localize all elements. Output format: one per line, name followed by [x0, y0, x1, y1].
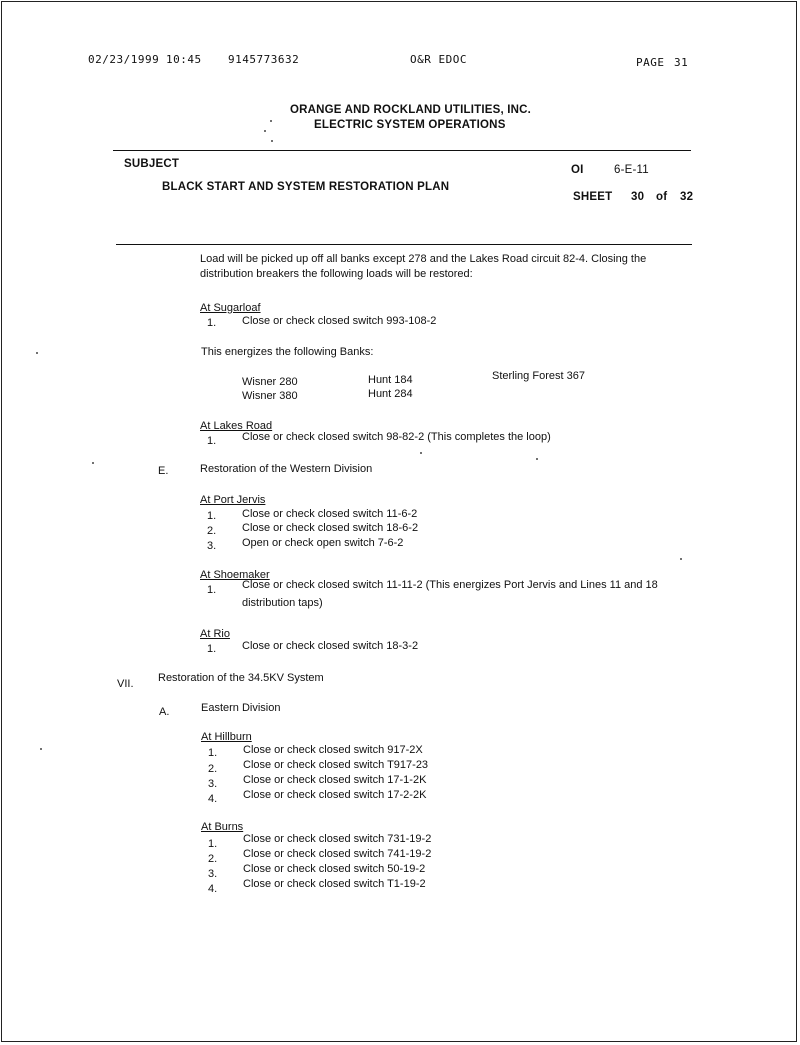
step-number: 2. [208, 763, 218, 775]
step-number: 3. [208, 778, 218, 790]
step-number: 1. [208, 838, 218, 850]
section-title: Restoration of the 34.5KV System [158, 672, 324, 684]
step-number: 1. [207, 584, 217, 596]
section-title: Restoration of the Western Division [200, 463, 373, 475]
fax-date: 02/23/1999 [88, 53, 160, 66]
location-heading: At Shoemaker [200, 569, 270, 581]
oi-value: 6-E-11 [614, 164, 649, 176]
scan-speck [40, 748, 42, 750]
fax-page-number: 31 [674, 56, 689, 69]
step-number: 2. [207, 525, 217, 537]
department-name: ELECTRIC SYSTEM OPERATIONS [314, 119, 506, 131]
scan-speck [270, 120, 272, 122]
step-text: Close or check closed switch 741-19-2 [243, 848, 432, 860]
sheet-of-label: of [656, 191, 668, 203]
step-text: Close or check closed switch 50-19-2 [243, 863, 426, 875]
document-title: BLACK START AND SYSTEM RESTORATION PLAN [162, 181, 450, 193]
scan-speck [680, 558, 682, 560]
step-number: 1. [208, 747, 218, 759]
location-heading: At Burns [201, 821, 244, 833]
banks-intro: This energizes the following Banks: [201, 346, 374, 358]
section-title: Eastern Division [201, 702, 281, 714]
bank-entry: Wisner 280 [242, 376, 298, 388]
section-letter: E. [158, 465, 169, 477]
step-text: Close or check closed switch 17-1-2K [243, 774, 427, 786]
bottom-rule [116, 244, 692, 245]
sheet-number: 30 [631, 191, 645, 203]
bank-entry: Wisner 380 [242, 390, 298, 402]
scan-speck [36, 352, 38, 354]
step-number: 4. [208, 793, 218, 805]
step-number: 1. [207, 435, 217, 447]
subject-label: SUBJECT [124, 158, 180, 170]
location-heading: At Rio [200, 628, 230, 640]
scan-speck [264, 130, 266, 132]
location-heading: At Lakes Road [200, 420, 273, 432]
step-text: Close or check closed switch 11-6-2 [242, 508, 418, 520]
scan-speck [536, 458, 538, 460]
step-text: Close or check closed switch T1-19-2 [243, 878, 426, 890]
step-text: Close or check closed switch 731-19-2 [243, 833, 432, 845]
location-heading: At Sugarloaf [200, 302, 261, 314]
sheet-label: SHEET [573, 191, 613, 203]
fax-time: 10:45 [166, 53, 202, 66]
step-number: 3. [208, 868, 218, 880]
step-text: Close or check closed switch 993-108-2 [242, 315, 437, 327]
step-text: Close or check closed switch 18-3-2 [242, 640, 419, 652]
step-number: 1. [207, 643, 217, 655]
step-number: 1. [207, 510, 217, 522]
scan-speck [92, 462, 94, 464]
step-text: Close or check closed switch T917-23 [243, 759, 429, 771]
bank-entry: Hunt 284 [368, 388, 413, 400]
step-number: 1. [207, 317, 217, 329]
step-number: 2. [208, 853, 218, 865]
fax-page-label: PAGE [636, 56, 665, 69]
intro-line: Load will be picked up off all banks except 278 and the Lakes Road circuit 82-4. Closing the [200, 253, 647, 265]
scan-speck [420, 452, 422, 454]
location-heading: At Hillburn [201, 731, 252, 743]
step-text: Close or check closed switch 98-82-2 (This completes the loop) [242, 431, 551, 443]
bank-entry: Hunt 184 [368, 374, 413, 386]
oi-label: OI [571, 164, 584, 176]
step-text: Close or check closed switch 917-2X [243, 744, 423, 756]
scan-speck [271, 140, 273, 142]
intro-line: distribution breakers the following loads will be restored: [200, 268, 473, 280]
company-name: ORANGE AND ROCKLAND UTILITIES, INC. [290, 104, 532, 116]
section-letter: A. [159, 706, 170, 718]
fax-phone: 9145773632 [228, 53, 300, 66]
bank-entry: Sterling Forest 367 [492, 370, 585, 382]
step-number: 4. [208, 883, 218, 895]
step-text: Close or check closed switch 17-2-2K [243, 789, 427, 801]
step-text: Close or check closed switch 11-11-2 (This energizes Port Jervis and Lines 11 and 18 [242, 579, 658, 591]
step-text: Close or check closed switch 18-6-2 [242, 522, 419, 534]
step-text: Open or check open switch 7-6-2 [242, 537, 404, 549]
fax-dept: O&R EDOC [410, 53, 467, 66]
top-rule [113, 150, 691, 151]
step-text-continued: distribution taps) [242, 597, 323, 609]
step-number: 3. [207, 540, 217, 552]
location-heading: At Port Jervis [200, 494, 266, 506]
section-numeral: VII. [117, 678, 134, 690]
sheet-total: 32 [680, 191, 694, 203]
